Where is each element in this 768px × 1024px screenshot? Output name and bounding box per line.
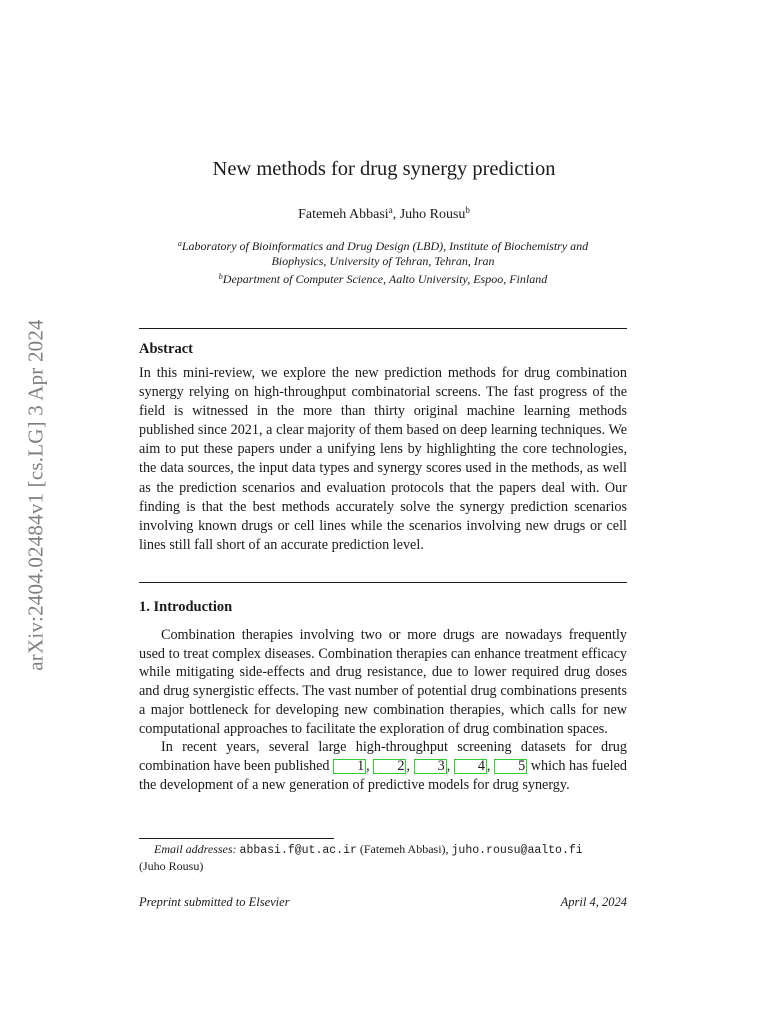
abstract-heading: Abstract xyxy=(139,341,193,357)
abstract-top-rule xyxy=(139,328,627,329)
author-name: Juho Rousu xyxy=(399,207,466,222)
preprint-date: April 4, 2024 xyxy=(560,895,627,909)
author-list: Fatemeh Abbasi$^a$, Juho Rousu$^b$ xyxy=(298,205,470,222)
affiliation-a: $^a$Laboratory of Bioinformatics and Drug Design (LBD), Institute of Biochemistry and xyxy=(177,239,589,253)
paragraph: In recent years, several large high-throughput screening datasets for drug combination have been published 1 , 2 , 3 , 4 , 5 which has fueled the development of a new generation of predictive models for drug synergy. xyxy=(139,739,628,793)
author-name: Fatemeh Abbasi xyxy=(298,207,389,222)
abstract-text: In this mini-review, we explore the new prediction methods for drug combination synergy relying on high-throughput combinatorial screens. The fast progress of the field is witnessed in the more than thirty original machine learning methods published since 2021, a clear majority of them based on deep learning techniques. We aim to put these papers under a unifying lens by highlighting the core technologies, the data sources, the input data types and synergy scores used in the methods, as well as the prediction scenarios and evaluation protocols that the papers deal with. Our finding is that the best methods accurately solve the synergy prediction scenarios involving known drugs or cell lines while the scenarios involving new drugs or cell lines still fall short of an accurate prediction level. xyxy=(139,365,627,553)
citation-link[interactable]: 4 xyxy=(454,759,487,774)
affiliation-a-cont: Biophysics, University of Tehran, Tehran, Iran xyxy=(271,254,495,268)
email-link[interactable]: juho.rousu@aalto.fi xyxy=(451,844,583,857)
section-heading-introduction: 1. Introduction xyxy=(139,599,233,615)
introduction-body xyxy=(139,626,627,794)
preprint-note: Preprint submitted to Elsevier xyxy=(139,895,290,909)
footnote-rule xyxy=(139,838,334,839)
abstract-bottom-rule xyxy=(139,582,627,583)
citation-link[interactable]: 2 xyxy=(373,759,406,774)
affiliation-b: $^b$Department of Computer Science, Aalto University, Espoo, Finland xyxy=(218,272,548,286)
footnote-emails: Email addresses: abbasi.f@ut.ac.ir (Fatemeh Abbasi), juho.rousu@aalto.fi (Juho Rousu) xyxy=(139,842,583,873)
affiliation-mark: a xyxy=(388,205,393,215)
email-link[interactable]: abbasi.f@ut.ac.ir xyxy=(239,844,357,857)
arxiv-identifier: arXiv:2404.02484v1 [cs.LG] 3 Apr 2024 xyxy=(23,319,48,671)
citation-link[interactable]: 3 xyxy=(414,759,447,774)
paper-title: New methods for drug synergy prediction xyxy=(212,158,556,180)
affiliations xyxy=(139,236,627,287)
affiliation-mark: b xyxy=(465,205,470,215)
paragraph: Combination therapies involving two or more drugs are nowadays frequently used to treat complex diseases. Combination therapies can enhance treatment efficacy while mitigating side-effects and drug resistance, due to lower required drug doses and drug synergistic effects. The vast number of potential drug combinations presents a major bottleneck for developing new combination therapies, which calls for new computational approaches to facilitate the exploration of drug combination spaces. xyxy=(139,627,627,737)
citation-link[interactable]: 5 xyxy=(494,759,527,774)
citation-link[interactable]: 1 xyxy=(333,759,366,774)
